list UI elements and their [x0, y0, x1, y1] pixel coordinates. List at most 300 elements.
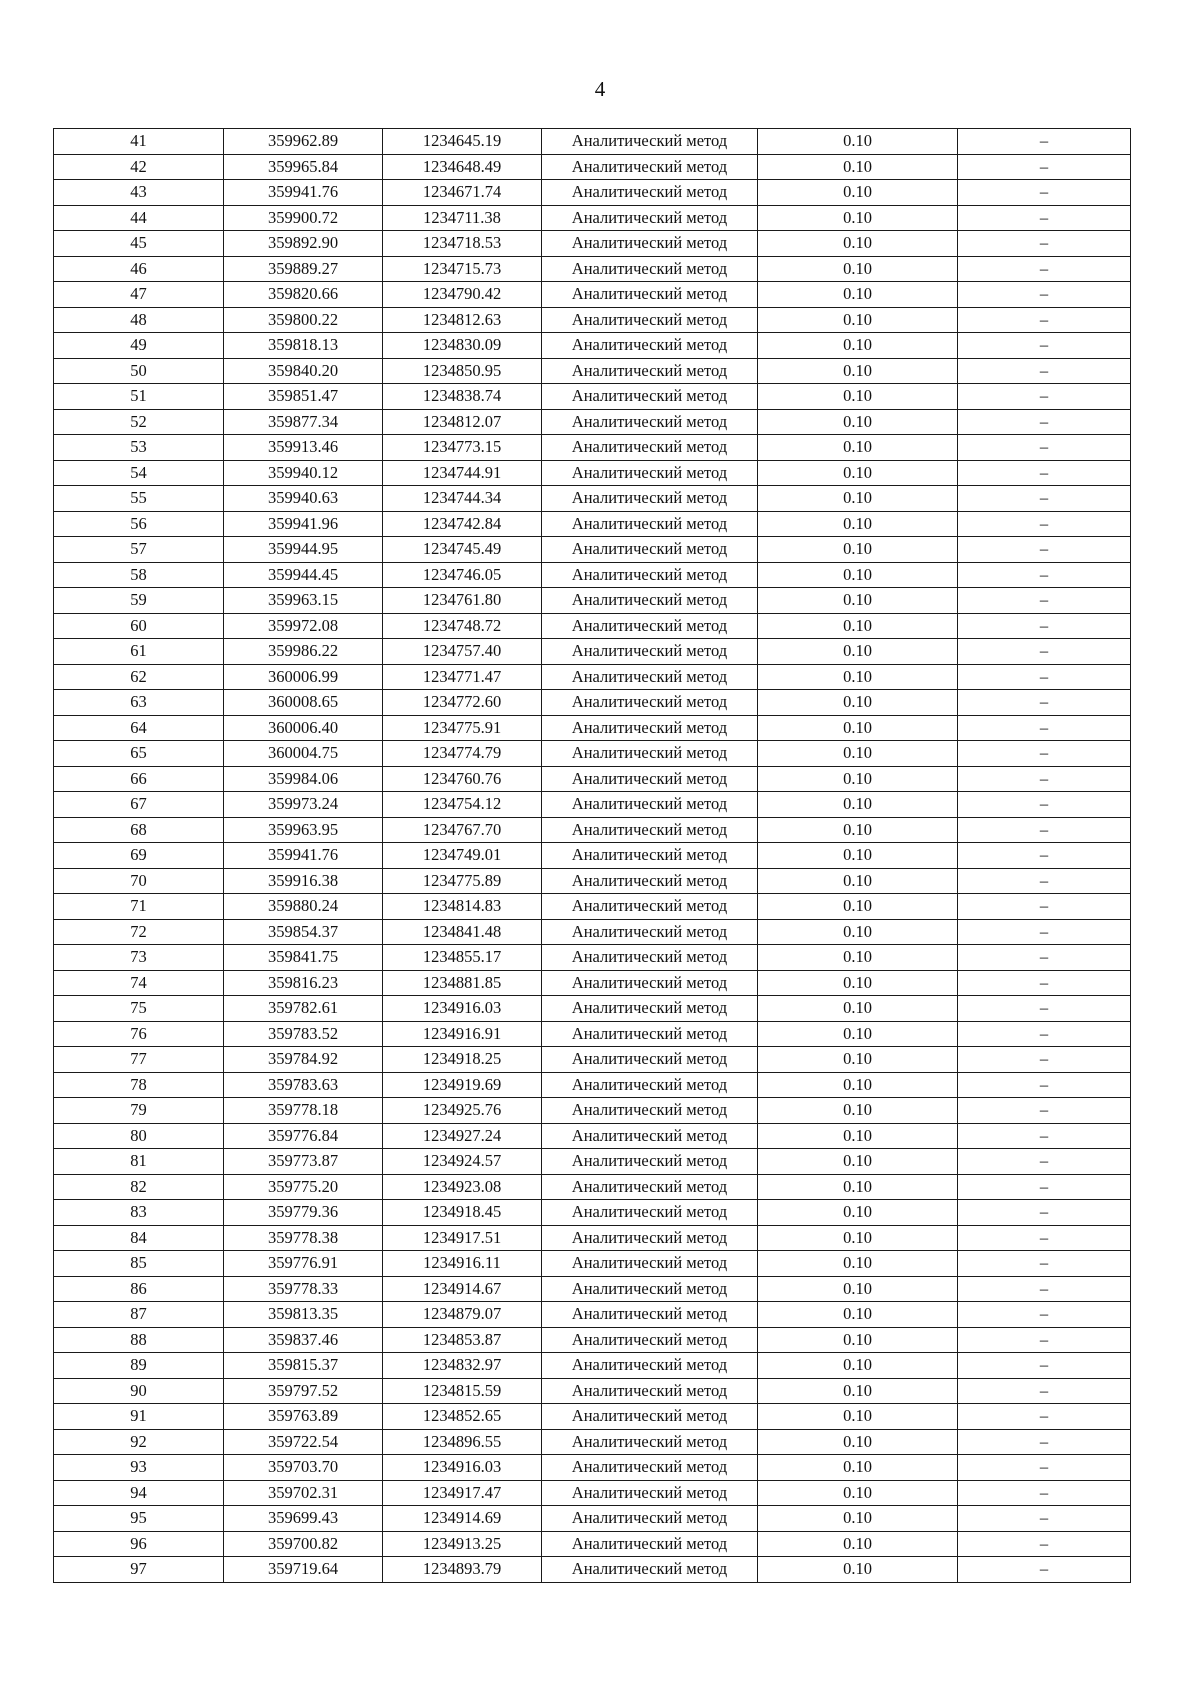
y-coordinate-cell: 1234918.45	[383, 1200, 542, 1226]
table-row	[54, 664, 1131, 690]
table-row	[54, 460, 1131, 486]
accuracy-cell: 0.10	[758, 766, 958, 792]
description-cell: –	[958, 588, 1131, 614]
description-cell: –	[958, 639, 1131, 665]
y-coordinate-cell: 1234711.38	[383, 205, 542, 231]
method-cell: Аналитический метод	[542, 868, 758, 894]
accuracy-cell: 0.10	[758, 1327, 958, 1353]
method-cell: Аналитический метод	[542, 180, 758, 206]
y-coordinate-cell: 1234760.76	[383, 766, 542, 792]
accuracy-cell: 0.10	[758, 639, 958, 665]
table-row	[54, 1327, 1131, 1353]
x-coordinate-cell: 359776.91	[224, 1251, 383, 1277]
accuracy-cell: 0.10	[758, 970, 958, 996]
point-number-cell: 92	[54, 1429, 224, 1455]
method-cell: Аналитический метод	[542, 1480, 758, 1506]
description-cell: –	[958, 1455, 1131, 1481]
point-number-cell: 82	[54, 1174, 224, 1200]
y-coordinate-cell: 1234645.19	[383, 129, 542, 155]
point-number-cell: 55	[54, 486, 224, 512]
x-coordinate-cell: 359892.90	[224, 231, 383, 257]
x-coordinate-cell: 359820.66	[224, 282, 383, 308]
y-coordinate-cell: 1234790.42	[383, 282, 542, 308]
y-coordinate-cell: 1234671.74	[383, 180, 542, 206]
description-cell: –	[958, 1429, 1131, 1455]
accuracy-cell: 0.10	[758, 511, 958, 537]
accuracy-cell: 0.10	[758, 690, 958, 716]
y-coordinate-cell: 1234775.89	[383, 868, 542, 894]
method-cell: Аналитический метод	[542, 1378, 758, 1404]
table-row	[54, 307, 1131, 333]
x-coordinate-cell: 359973.24	[224, 792, 383, 818]
point-number-cell: 49	[54, 333, 224, 359]
x-coordinate-cell: 359941.76	[224, 843, 383, 869]
table-row	[54, 1123, 1131, 1149]
method-cell: Аналитический метод	[542, 1251, 758, 1277]
accuracy-cell: 0.10	[758, 792, 958, 818]
description-cell: –	[958, 1098, 1131, 1124]
x-coordinate-cell: 359699.43	[224, 1506, 383, 1532]
table-row	[54, 690, 1131, 716]
description-cell: –	[958, 460, 1131, 486]
x-coordinate-cell: 360006.99	[224, 664, 383, 690]
point-number-cell: 42	[54, 154, 224, 180]
method-cell: Аналитический метод	[542, 1149, 758, 1175]
description-cell: –	[958, 1506, 1131, 1532]
description-cell: –	[958, 1174, 1131, 1200]
accuracy-cell: 0.10	[758, 1072, 958, 1098]
description-cell: –	[958, 919, 1131, 945]
method-cell: Аналитический метод	[542, 1276, 758, 1302]
method-cell: Аналитический метод	[542, 1429, 758, 1455]
point-number-cell: 46	[54, 256, 224, 282]
method-cell: Аналитический метод	[542, 741, 758, 767]
method-cell: Аналитический метод	[542, 1404, 758, 1430]
x-coordinate-cell: 359851.47	[224, 384, 383, 410]
y-coordinate-cell: 1234917.47	[383, 1480, 542, 1506]
method-cell: Аналитический метод	[542, 1455, 758, 1481]
point-number-cell: 58	[54, 562, 224, 588]
table-row	[54, 282, 1131, 308]
point-number-cell: 44	[54, 205, 224, 231]
description-cell: –	[958, 1200, 1131, 1226]
method-cell: Аналитический метод	[542, 486, 758, 512]
description-cell: –	[958, 945, 1131, 971]
method-cell: Аналитический метод	[542, 435, 758, 461]
point-number-cell: 77	[54, 1047, 224, 1073]
point-number-cell: 53	[54, 435, 224, 461]
y-coordinate-cell: 1234916.91	[383, 1021, 542, 1047]
point-number-cell: 54	[54, 460, 224, 486]
point-number-cell: 86	[54, 1276, 224, 1302]
method-cell: Аналитический метод	[542, 562, 758, 588]
method-cell: Аналитический метод	[542, 384, 758, 410]
point-number-cell: 81	[54, 1149, 224, 1175]
description-cell: –	[958, 1047, 1131, 1073]
method-cell: Аналитический метод	[542, 231, 758, 257]
x-coordinate-cell: 359837.46	[224, 1327, 383, 1353]
point-number-cell: 90	[54, 1378, 224, 1404]
accuracy-cell: 0.10	[758, 1302, 958, 1328]
accuracy-cell: 0.10	[758, 1098, 958, 1124]
method-cell: Аналитический метод	[542, 945, 758, 971]
table-row	[54, 1531, 1131, 1557]
accuracy-cell: 0.10	[758, 1557, 958, 1583]
point-number-cell: 89	[54, 1353, 224, 1379]
y-coordinate-cell: 1234749.01	[383, 843, 542, 869]
method-cell: Аналитический метод	[542, 970, 758, 996]
point-number-cell: 52	[54, 409, 224, 435]
point-number-cell: 43	[54, 180, 224, 206]
y-coordinate-cell: 1234757.40	[383, 639, 542, 665]
description-cell: –	[958, 1327, 1131, 1353]
table-row	[54, 1557, 1131, 1583]
y-coordinate-cell: 1234841.48	[383, 919, 542, 945]
description-cell: –	[958, 792, 1131, 818]
description-cell: –	[958, 511, 1131, 537]
accuracy-cell: 0.10	[758, 435, 958, 461]
y-coordinate-cell: 1234917.51	[383, 1225, 542, 1251]
y-coordinate-cell: 1234814.83	[383, 894, 542, 920]
x-coordinate-cell: 359940.12	[224, 460, 383, 486]
table-row	[54, 1404, 1131, 1430]
y-coordinate-cell: 1234896.55	[383, 1429, 542, 1455]
method-cell: Аналитический метод	[542, 205, 758, 231]
method-cell: Аналитический метод	[542, 256, 758, 282]
table-row	[54, 817, 1131, 843]
y-coordinate-cell: 1234767.70	[383, 817, 542, 843]
x-coordinate-cell: 359940.63	[224, 486, 383, 512]
accuracy-cell: 0.10	[758, 1174, 958, 1200]
table-row	[54, 562, 1131, 588]
x-coordinate-cell: 359986.22	[224, 639, 383, 665]
point-number-cell: 60	[54, 613, 224, 639]
accuracy-cell: 0.10	[758, 460, 958, 486]
description-cell: –	[958, 1225, 1131, 1251]
y-coordinate-cell: 1234718.53	[383, 231, 542, 257]
accuracy-cell: 0.10	[758, 1531, 958, 1557]
x-coordinate-cell: 359944.95	[224, 537, 383, 563]
accuracy-cell: 0.10	[758, 358, 958, 384]
method-cell: Аналитический метод	[542, 333, 758, 359]
x-coordinate-cell: 359815.37	[224, 1353, 383, 1379]
description-cell: –	[958, 231, 1131, 257]
x-coordinate-cell: 359880.24	[224, 894, 383, 920]
y-coordinate-cell: 1234812.07	[383, 409, 542, 435]
description-cell: –	[958, 333, 1131, 359]
method-cell: Аналитический метод	[542, 639, 758, 665]
table-row	[54, 537, 1131, 563]
table-row	[54, 1149, 1131, 1175]
table-row	[54, 1353, 1131, 1379]
point-number-cell: 63	[54, 690, 224, 716]
method-cell: Аналитический метод	[542, 1098, 758, 1124]
description-cell: –	[958, 486, 1131, 512]
point-number-cell: 93	[54, 1455, 224, 1481]
table-row	[54, 970, 1131, 996]
y-coordinate-cell: 1234832.97	[383, 1353, 542, 1379]
y-coordinate-cell: 1234748.72	[383, 613, 542, 639]
method-cell: Аналитический метод	[542, 1506, 758, 1532]
accuracy-cell: 0.10	[758, 1149, 958, 1175]
point-number-cell: 75	[54, 996, 224, 1022]
x-coordinate-cell: 359719.64	[224, 1557, 383, 1583]
description-cell: –	[958, 435, 1131, 461]
point-number-cell: 84	[54, 1225, 224, 1251]
point-number-cell: 41	[54, 129, 224, 155]
accuracy-cell: 0.10	[758, 1123, 958, 1149]
accuracy-cell: 0.10	[758, 333, 958, 359]
y-coordinate-cell: 1234914.69	[383, 1506, 542, 1532]
x-coordinate-cell: 359783.63	[224, 1072, 383, 1098]
table-row	[54, 996, 1131, 1022]
description-cell: –	[958, 817, 1131, 843]
accuracy-cell: 0.10	[758, 537, 958, 563]
point-number-cell: 71	[54, 894, 224, 920]
description-cell: –	[958, 766, 1131, 792]
method-cell: Аналитический метод	[542, 1353, 758, 1379]
y-coordinate-cell: 1234893.79	[383, 1557, 542, 1583]
accuracy-cell: 0.10	[758, 817, 958, 843]
accuracy-cell: 0.10	[758, 1506, 958, 1532]
x-coordinate-cell: 359841.75	[224, 945, 383, 971]
x-coordinate-cell: 359776.84	[224, 1123, 383, 1149]
x-coordinate-cell: 359797.52	[224, 1378, 383, 1404]
accuracy-cell: 0.10	[758, 1378, 958, 1404]
accuracy-cell: 0.10	[758, 409, 958, 435]
accuracy-cell: 0.10	[758, 154, 958, 180]
y-coordinate-cell: 1234924.57	[383, 1149, 542, 1175]
x-coordinate-cell: 359854.37	[224, 919, 383, 945]
accuracy-cell: 0.10	[758, 180, 958, 206]
description-cell: –	[958, 384, 1131, 410]
y-coordinate-cell: 1234774.79	[383, 741, 542, 767]
accuracy-cell: 0.10	[758, 1251, 958, 1277]
y-coordinate-cell: 1234742.84	[383, 511, 542, 537]
description-cell: –	[958, 1123, 1131, 1149]
point-number-cell: 59	[54, 588, 224, 614]
table-row	[54, 384, 1131, 410]
accuracy-cell: 0.10	[758, 894, 958, 920]
method-cell: Аналитический метод	[542, 715, 758, 741]
table-row	[54, 154, 1131, 180]
point-number-cell: 78	[54, 1072, 224, 1098]
description-cell: –	[958, 1072, 1131, 1098]
x-coordinate-cell: 360008.65	[224, 690, 383, 716]
method-cell: Аналитический метод	[542, 1021, 758, 1047]
accuracy-cell: 0.10	[758, 1429, 958, 1455]
method-cell: Аналитический метод	[542, 664, 758, 690]
x-coordinate-cell: 359778.38	[224, 1225, 383, 1251]
method-cell: Аналитический метод	[542, 996, 758, 1022]
table-row	[54, 180, 1131, 206]
accuracy-cell: 0.10	[758, 741, 958, 767]
x-coordinate-cell: 359889.27	[224, 256, 383, 282]
description-cell: –	[958, 1302, 1131, 1328]
description-cell: –	[958, 894, 1131, 920]
point-number-cell: 51	[54, 384, 224, 410]
method-cell: Аналитический метод	[542, 690, 758, 716]
point-number-cell: 56	[54, 511, 224, 537]
x-coordinate-cell: 359963.15	[224, 588, 383, 614]
x-coordinate-cell: 359783.52	[224, 1021, 383, 1047]
point-number-cell: 73	[54, 945, 224, 971]
x-coordinate-cell: 360004.75	[224, 741, 383, 767]
description-cell: –	[958, 409, 1131, 435]
accuracy-cell: 0.10	[758, 307, 958, 333]
description-cell: –	[958, 1276, 1131, 1302]
accuracy-cell: 0.10	[758, 613, 958, 639]
method-cell: Аналитический метод	[542, 154, 758, 180]
accuracy-cell: 0.10	[758, 1276, 958, 1302]
table-row	[54, 511, 1131, 537]
x-coordinate-cell: 359984.06	[224, 766, 383, 792]
table-row	[54, 256, 1131, 282]
point-number-cell: 48	[54, 307, 224, 333]
method-cell: Аналитический метод	[542, 1531, 758, 1557]
y-coordinate-cell: 1234715.73	[383, 256, 542, 282]
point-number-cell: 97	[54, 1557, 224, 1583]
table-row	[54, 868, 1131, 894]
accuracy-cell: 0.10	[758, 486, 958, 512]
point-number-cell: 57	[54, 537, 224, 563]
point-number-cell: 70	[54, 868, 224, 894]
y-coordinate-cell: 1234830.09	[383, 333, 542, 359]
y-coordinate-cell: 1234852.65	[383, 1404, 542, 1430]
x-coordinate-cell: 359916.38	[224, 868, 383, 894]
accuracy-cell: 0.10	[758, 282, 958, 308]
y-coordinate-cell: 1234771.47	[383, 664, 542, 690]
x-coordinate-cell: 359722.54	[224, 1429, 383, 1455]
method-cell: Аналитический метод	[542, 1557, 758, 1583]
table-row	[54, 1506, 1131, 1532]
x-coordinate-cell: 359778.33	[224, 1276, 383, 1302]
table-row	[54, 1251, 1131, 1277]
x-coordinate-cell: 359972.08	[224, 613, 383, 639]
method-cell: Аналитический метод	[542, 307, 758, 333]
method-cell: Аналитический метод	[542, 511, 758, 537]
description-cell: –	[958, 282, 1131, 308]
method-cell: Аналитический метод	[542, 282, 758, 308]
y-coordinate-cell: 1234744.34	[383, 486, 542, 512]
y-coordinate-cell: 1234879.07	[383, 1302, 542, 1328]
point-number-cell: 83	[54, 1200, 224, 1226]
table-row	[54, 486, 1131, 512]
point-number-cell: 95	[54, 1506, 224, 1532]
y-coordinate-cell: 1234773.15	[383, 435, 542, 461]
method-cell: Аналитический метод	[542, 817, 758, 843]
accuracy-cell: 0.10	[758, 129, 958, 155]
table-row	[54, 894, 1131, 920]
y-coordinate-cell: 1234914.67	[383, 1276, 542, 1302]
description-cell: –	[958, 562, 1131, 588]
y-coordinate-cell: 1234918.25	[383, 1047, 542, 1073]
method-cell: Аналитический метод	[542, 129, 758, 155]
accuracy-cell: 0.10	[758, 1047, 958, 1073]
x-coordinate-cell: 359700.82	[224, 1531, 383, 1557]
accuracy-cell: 0.10	[758, 945, 958, 971]
y-coordinate-cell: 1234853.87	[383, 1327, 542, 1353]
table-row	[54, 1098, 1131, 1124]
table-row	[54, 1276, 1131, 1302]
table-row	[54, 843, 1131, 869]
x-coordinate-cell: 359816.23	[224, 970, 383, 996]
x-coordinate-cell: 359962.89	[224, 129, 383, 155]
accuracy-cell: 0.10	[758, 205, 958, 231]
accuracy-cell: 0.10	[758, 1404, 958, 1430]
point-number-cell: 94	[54, 1480, 224, 1506]
x-coordinate-cell: 359775.20	[224, 1174, 383, 1200]
table-row	[54, 1455, 1131, 1481]
coordinates-table-body	[54, 129, 1131, 1583]
accuracy-cell: 0.10	[758, 588, 958, 614]
method-cell: Аналитический метод	[542, 1200, 758, 1226]
table-row	[54, 919, 1131, 945]
x-coordinate-cell: 359773.87	[224, 1149, 383, 1175]
description-cell: –	[958, 1021, 1131, 1047]
y-coordinate-cell: 1234881.85	[383, 970, 542, 996]
table-row	[54, 1302, 1131, 1328]
y-coordinate-cell: 1234919.69	[383, 1072, 542, 1098]
method-cell: Аналитический метод	[542, 1327, 758, 1353]
method-cell: Аналитический метод	[542, 537, 758, 563]
y-coordinate-cell: 1234923.08	[383, 1174, 542, 1200]
description-cell: –	[958, 358, 1131, 384]
table-row	[54, 205, 1131, 231]
table-row	[54, 1072, 1131, 1098]
table-row	[54, 613, 1131, 639]
method-cell: Аналитический метод	[542, 766, 758, 792]
y-coordinate-cell: 1234838.74	[383, 384, 542, 410]
x-coordinate-cell: 359941.76	[224, 180, 383, 206]
point-number-cell: 96	[54, 1531, 224, 1557]
y-coordinate-cell: 1234648.49	[383, 154, 542, 180]
method-cell: Аналитический метод	[542, 588, 758, 614]
description-cell: –	[958, 868, 1131, 894]
x-coordinate-cell: 359840.20	[224, 358, 383, 384]
y-coordinate-cell: 1234815.59	[383, 1378, 542, 1404]
point-number-cell: 45	[54, 231, 224, 257]
description-cell: –	[958, 613, 1131, 639]
accuracy-cell: 0.10	[758, 231, 958, 257]
method-cell: Аналитический метод	[542, 919, 758, 945]
point-number-cell: 67	[54, 792, 224, 818]
point-number-cell: 65	[54, 741, 224, 767]
x-coordinate-cell: 359965.84	[224, 154, 383, 180]
point-number-cell: 50	[54, 358, 224, 384]
table-row	[54, 1225, 1131, 1251]
table-row	[54, 333, 1131, 359]
table-row	[54, 129, 1131, 155]
point-number-cell: 91	[54, 1404, 224, 1430]
method-cell: Аналитический метод	[542, 792, 758, 818]
accuracy-cell: 0.10	[758, 919, 958, 945]
method-cell: Аналитический метод	[542, 894, 758, 920]
table-row	[54, 945, 1131, 971]
y-coordinate-cell: 1234925.76	[383, 1098, 542, 1124]
accuracy-cell: 0.10	[758, 384, 958, 410]
point-number-cell: 80	[54, 1123, 224, 1149]
table-row	[54, 588, 1131, 614]
accuracy-cell: 0.10	[758, 562, 958, 588]
description-cell: –	[958, 180, 1131, 206]
x-coordinate-cell: 359779.36	[224, 1200, 383, 1226]
description-cell: –	[958, 1404, 1131, 1430]
method-cell: Аналитический метод	[542, 409, 758, 435]
table-row	[54, 358, 1131, 384]
method-cell: Аналитический метод	[542, 1302, 758, 1328]
description-cell: –	[958, 1149, 1131, 1175]
